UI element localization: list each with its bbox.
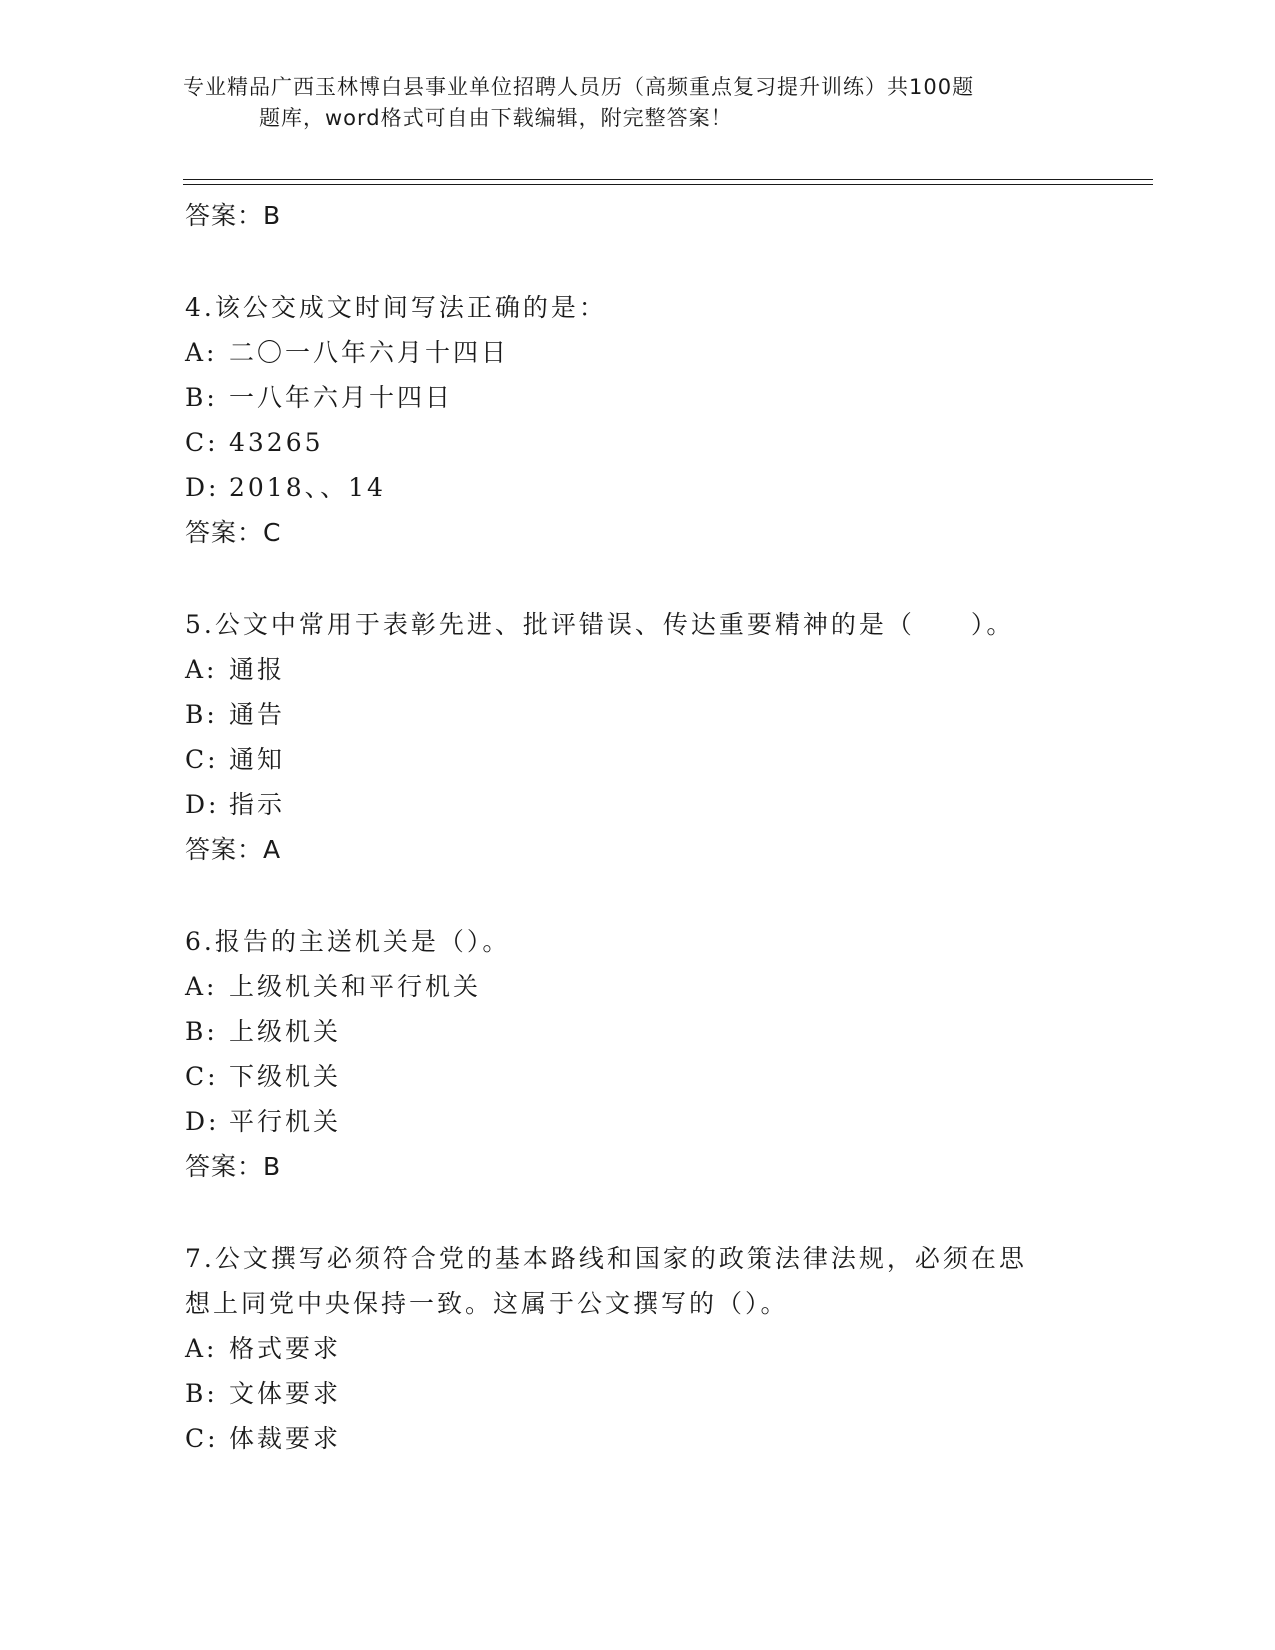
document-header bbox=[183, 72, 1083, 134]
question-gap bbox=[185, 555, 1105, 602]
question-text-continued: 想上同党中央保持一致。这属于公文撰写的（）。 bbox=[185, 1289, 789, 1318]
option-text: 上级机关和平行机关 bbox=[229, 972, 482, 1001]
option-key: C: bbox=[185, 1062, 219, 1091]
question-gap bbox=[185, 1189, 1105, 1236]
answer-line: 答案：B bbox=[185, 201, 282, 230]
answer-line: 答案：C bbox=[185, 518, 282, 547]
question-block bbox=[185, 285, 1105, 555]
option-c bbox=[185, 1416, 1105, 1461]
question-text: 5.公文中常用于表彰先进、批评错误、传达重要精神的是（ ）。 bbox=[185, 610, 1015, 639]
option-key: D: bbox=[185, 473, 220, 502]
option-text: 通报 bbox=[229, 655, 286, 684]
option-key: A: bbox=[185, 338, 218, 367]
answer-line: 答案：A bbox=[185, 835, 282, 864]
option-c bbox=[185, 1054, 1105, 1099]
header-rule-top bbox=[183, 179, 1153, 180]
question-block bbox=[185, 1236, 1105, 1461]
option-c bbox=[185, 420, 1105, 465]
option-key: B: bbox=[185, 383, 218, 412]
option-text: 下级机关 bbox=[229, 1062, 342, 1091]
option-b bbox=[185, 375, 1105, 420]
option-text: 通知 bbox=[229, 745, 286, 774]
option-key: C: bbox=[185, 428, 219, 457]
header-rule-bottom bbox=[183, 184, 1153, 185]
option-d bbox=[185, 782, 1105, 827]
option-text: 指示 bbox=[229, 790, 286, 819]
question-block bbox=[185, 602, 1105, 872]
option-key: B: bbox=[185, 1017, 218, 1046]
option-text: 43265 bbox=[229, 428, 324, 457]
option-a bbox=[185, 1326, 1105, 1371]
question-block bbox=[185, 919, 1105, 1189]
option-text: 文体要求 bbox=[229, 1379, 342, 1408]
question-gap bbox=[185, 872, 1105, 919]
option-key: D: bbox=[185, 1107, 220, 1136]
option-key: B: bbox=[185, 700, 218, 729]
option-text: 一八年六月十四日 bbox=[229, 383, 454, 412]
option-key: A: bbox=[185, 1334, 218, 1363]
option-b bbox=[185, 1009, 1105, 1054]
option-text: 上级机关 bbox=[229, 1017, 342, 1046]
question-text: 4.该公交成文时间写法正确的是： bbox=[185, 293, 607, 322]
option-a bbox=[185, 964, 1105, 1009]
option-b bbox=[185, 692, 1105, 737]
question-gap bbox=[185, 238, 1105, 285]
option-key: C: bbox=[185, 745, 219, 774]
answer-line: 答案：B bbox=[185, 1152, 282, 1181]
option-d bbox=[185, 465, 1105, 510]
option-text: 2018、、14 bbox=[229, 473, 386, 502]
option-b bbox=[185, 1371, 1105, 1416]
header-title-line1: 专业精品广西玉林博白县事业单位招聘人员历（高频重点复习提升训练）共100题 bbox=[183, 75, 975, 99]
option-c bbox=[185, 737, 1105, 782]
option-key: D: bbox=[185, 790, 220, 819]
option-text: 二〇一八年六月十四日 bbox=[229, 338, 510, 367]
question-list bbox=[185, 193, 1105, 1461]
option-text: 平行机关 bbox=[229, 1107, 342, 1136]
question-text: 6.报告的主送机关是（）。 bbox=[185, 927, 511, 956]
option-text: 通告 bbox=[229, 700, 286, 729]
option-a bbox=[185, 647, 1105, 692]
option-key: A: bbox=[185, 655, 218, 684]
option-key: A: bbox=[185, 972, 218, 1001]
option-a bbox=[185, 330, 1105, 375]
option-text: 格式要求 bbox=[229, 1334, 342, 1363]
option-text: 体裁要求 bbox=[229, 1424, 342, 1453]
option-key: C: bbox=[185, 1424, 219, 1453]
question-text: 7.公文撰写必须符合党的基本路线和国家的政策法律法规，必须在思 bbox=[185, 1244, 1027, 1273]
option-key: B: bbox=[185, 1379, 218, 1408]
option-d bbox=[185, 1099, 1105, 1144]
header-title-line2: 题库，word格式可自由下载编辑，附完整答案！ bbox=[259, 106, 733, 130]
